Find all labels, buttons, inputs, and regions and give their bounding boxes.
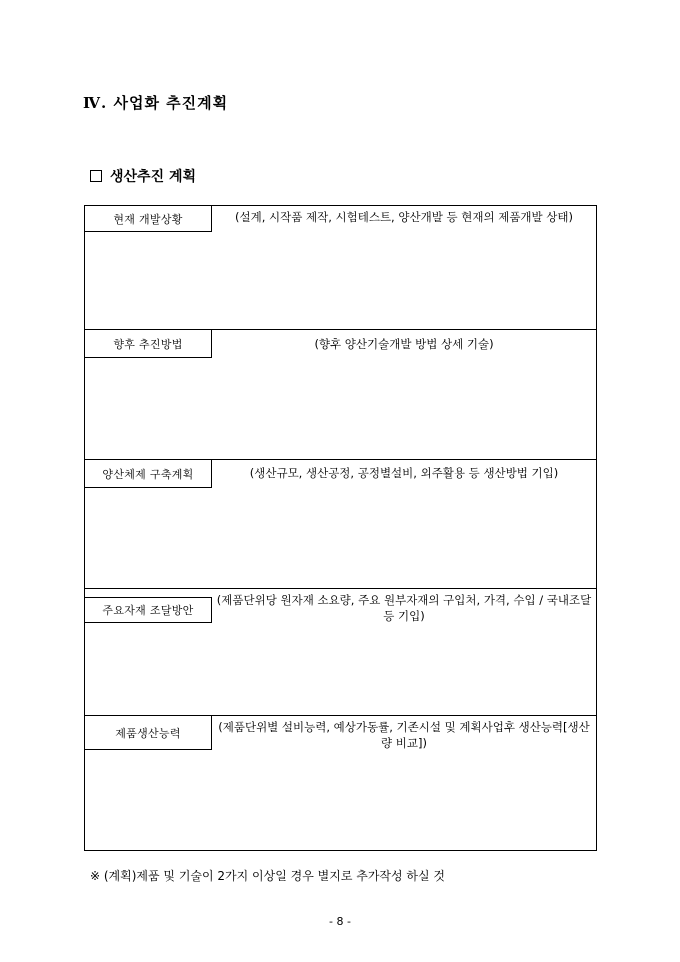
table-row-future-method xyxy=(85,330,596,460)
checkbox-icon xyxy=(90,170,102,182)
subsection-title-text: 생산추진 계획 xyxy=(110,169,197,185)
production-plan-table xyxy=(84,205,597,851)
row-label: 제품생산능력 xyxy=(85,716,212,750)
subsection-title xyxy=(90,166,196,186)
row-label: 현재 개발상황 xyxy=(85,206,212,232)
table-row-production-capacity xyxy=(85,716,596,852)
row-description: (설계, 시작품 제작, 시험테스트, 양산개발 등 현재의 제품개발 상태) xyxy=(234,210,573,224)
row-description: (제품단위별 설비능력, 예상가동률, 기존시설 및 계획사업후 생산능력[생산량 비교]) xyxy=(218,720,590,750)
table-row-material-procurement xyxy=(85,589,596,716)
section-title: Ⅳ. 사업화 추진계획 xyxy=(83,94,229,112)
row-label: 향후 추진방법 xyxy=(85,330,212,358)
row-description: (생산규모, 생산공정, 공정별설비, 외주활용 등 생산방법 기입) xyxy=(249,466,559,480)
row-label: 주요자재 조달방안 xyxy=(85,597,212,623)
row-label: 양산체제 구축계획 xyxy=(85,460,212,488)
table-row-current-status xyxy=(85,206,596,330)
footnote: ※ (계획)제품 및 기술이 2가지 이상일 경우 별지로 추가작성 하실 것 xyxy=(90,869,445,883)
table-row-mass-production xyxy=(85,460,596,589)
row-description: (향후 양산기술개발 방법 상세 기술) xyxy=(314,337,494,351)
row-description: (제품단위당 원자재 소요량, 주요 원부자재의 구입처, 가격, 수입 / 국내조달 등 기입) xyxy=(216,593,592,623)
page-number: - 8 - xyxy=(329,915,351,928)
